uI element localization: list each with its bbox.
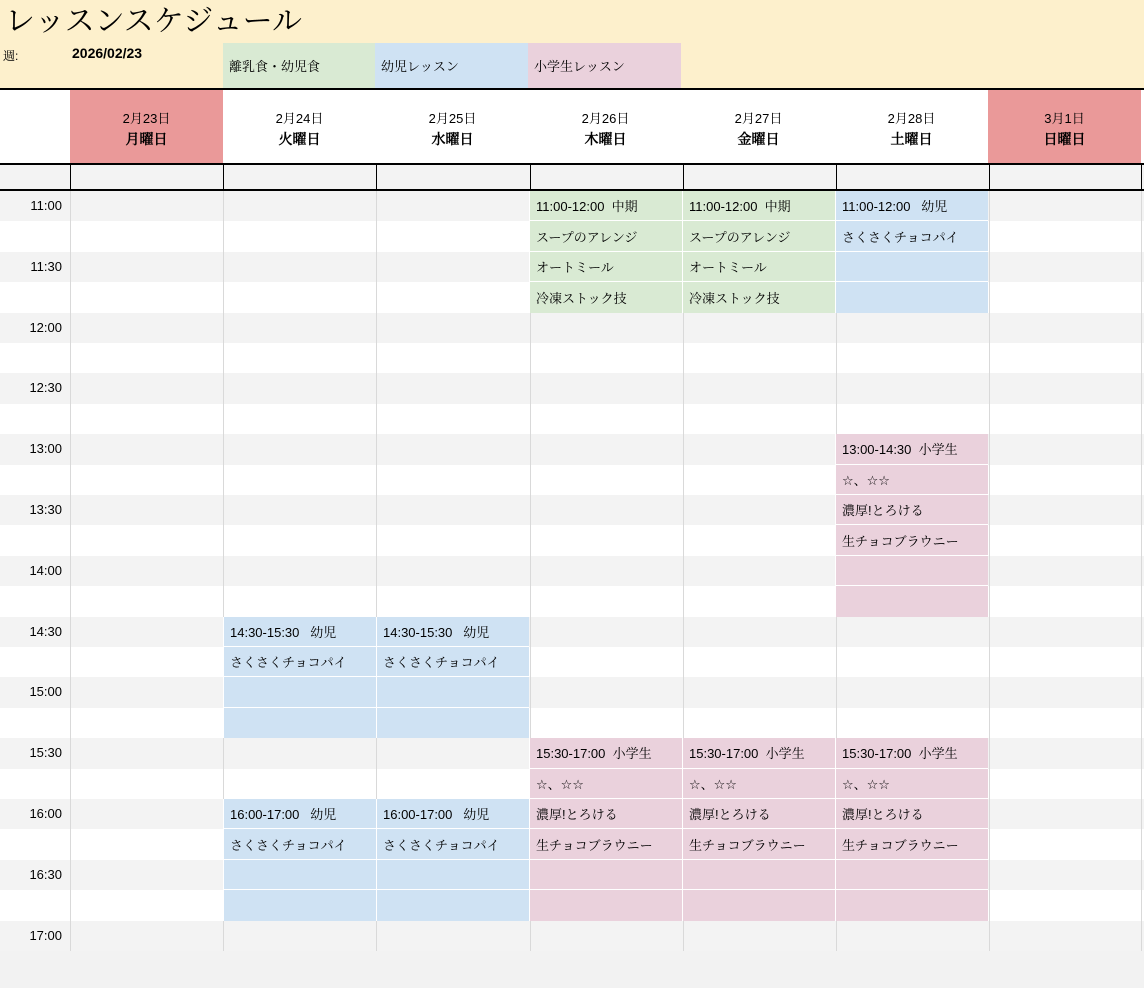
event-block-babyfood[interactable] bbox=[529, 191, 682, 313]
event-line: 15:30-17:00 小学生 bbox=[683, 738, 835, 768]
event-line bbox=[836, 860, 988, 890]
grid-row bbox=[0, 617, 1144, 647]
event-line: さくさくチョコパイ bbox=[224, 647, 376, 677]
event-line: さくさくチョコパイ bbox=[836, 221, 988, 251]
spacer-divider bbox=[1141, 165, 1142, 189]
event-line bbox=[836, 556, 988, 586]
event-block-elementary[interactable] bbox=[835, 738, 988, 920]
grid-vline bbox=[70, 191, 71, 951]
grid-row bbox=[0, 313, 1144, 343]
event-line: 13:00-14:30 小学生 bbox=[836, 434, 988, 464]
event-line: 14:30-15:30 幼児 bbox=[377, 617, 529, 647]
day-of-week: 木曜日 bbox=[584, 131, 627, 147]
day-of-week: 火曜日 bbox=[278, 131, 321, 147]
day-date: 2月26日 bbox=[581, 111, 630, 126]
grid-row bbox=[0, 708, 1144, 738]
day-of-week: 日曜日 bbox=[1043, 131, 1086, 147]
event-block-toddler[interactable] bbox=[223, 799, 376, 921]
event-line: 11:00-12:00 幼児 bbox=[836, 191, 988, 221]
event-line: スープのアレンジ bbox=[683, 221, 835, 251]
day-of-week: 月曜日 bbox=[125, 131, 168, 147]
event-line: 冷凍ストック技 bbox=[689, 290, 780, 306]
event-block-elementary[interactable] bbox=[835, 434, 988, 616]
event-line: 16:00-17:00 幼児 bbox=[224, 799, 376, 829]
event-line: 15:30-17:00 小学生 bbox=[836, 738, 988, 768]
below-grid-area bbox=[0, 951, 1144, 988]
event-line bbox=[530, 890, 682, 920]
grid-row bbox=[0, 343, 1144, 373]
event-line bbox=[377, 677, 529, 707]
event-line bbox=[377, 860, 529, 890]
schedule-grid bbox=[0, 191, 1144, 951]
day-date: 2月25日 bbox=[428, 111, 477, 126]
event-line bbox=[224, 860, 376, 890]
time-label: 13:00 bbox=[29, 441, 62, 457]
event-line bbox=[683, 860, 835, 890]
event-line: 冷凍ストック技 bbox=[536, 290, 627, 306]
grid-row bbox=[0, 647, 1144, 677]
time-label: 16:30 bbox=[29, 866, 62, 882]
time-label: 12:30 bbox=[29, 380, 62, 396]
day-header-6 bbox=[835, 90, 988, 163]
grid-row bbox=[0, 404, 1144, 434]
event-line: 生チョコブラウニー bbox=[683, 829, 835, 859]
grid-row bbox=[0, 373, 1144, 403]
event-block-babyfood[interactable] bbox=[682, 191, 835, 313]
time-label: 14:30 bbox=[29, 623, 62, 639]
event-line: 生チョコブラウニー bbox=[836, 525, 988, 555]
event-line: スープのアレンジ bbox=[530, 221, 682, 251]
event-line bbox=[836, 586, 988, 616]
legend-item-elementary: 小学生レッスン bbox=[528, 43, 681, 88]
event-line bbox=[377, 890, 529, 920]
event-line: ☆、☆☆ bbox=[683, 769, 835, 799]
event-line: 濃厚!とろける bbox=[836, 495, 988, 525]
time-label: 14:00 bbox=[29, 562, 62, 578]
day-of-week: 土曜日 bbox=[890, 131, 933, 147]
title-band bbox=[0, 0, 1144, 90]
event-line: ☆、☆☆ bbox=[836, 465, 988, 495]
event-block-toddler[interactable] bbox=[376, 617, 529, 739]
event-line: 濃厚!とろける bbox=[683, 799, 835, 829]
event-block-toddler[interactable] bbox=[223, 617, 376, 739]
grid-vline bbox=[989, 191, 990, 951]
spacer-divider bbox=[376, 165, 377, 189]
day-date: 2月23日 bbox=[122, 111, 171, 126]
event-line bbox=[377, 708, 529, 738]
event-line: 濃厚!とろける bbox=[836, 799, 988, 829]
spacer-row bbox=[0, 165, 1144, 191]
day-header-7 bbox=[988, 90, 1141, 163]
day-date: 2月24日 bbox=[275, 111, 324, 126]
day-header-3 bbox=[376, 90, 529, 163]
event-line bbox=[836, 282, 988, 312]
time-label: 16:00 bbox=[29, 806, 62, 821]
spacer-divider bbox=[70, 165, 71, 189]
event-block-elementary[interactable] bbox=[682, 738, 835, 920]
event-line: 11:00-12:00 中期 bbox=[683, 191, 835, 221]
day-header-2 bbox=[223, 90, 376, 163]
time-label: 13:30 bbox=[29, 502, 62, 517]
event-line: ☆、☆☆ bbox=[836, 769, 988, 799]
event-block-toddler[interactable] bbox=[376, 799, 529, 921]
time-label: 12:00 bbox=[29, 319, 62, 335]
event-line: 14:30-15:30 幼児 bbox=[224, 617, 376, 647]
day-date: 3月1日 bbox=[1044, 111, 1085, 126]
event-line: ☆、☆☆ bbox=[530, 769, 682, 799]
event-line bbox=[683, 890, 835, 920]
spacer-divider bbox=[989, 165, 990, 189]
event-line bbox=[530, 860, 682, 890]
grid-row bbox=[0, 677, 1144, 707]
spacer-divider bbox=[530, 165, 531, 189]
legend-item-babyfood: 離乳食・幼児食 bbox=[223, 43, 375, 88]
grid-vline bbox=[1141, 191, 1142, 951]
event-line: 11:00-12:00 中期 bbox=[530, 191, 682, 221]
day-header-row bbox=[0, 90, 1144, 165]
event-line: オートミール bbox=[530, 252, 682, 282]
event-line bbox=[224, 708, 376, 738]
day-date: 2月28日 bbox=[887, 111, 936, 126]
time-label: 15:00 bbox=[29, 684, 62, 700]
page-title: レッスンスケジュール bbox=[5, 5, 302, 38]
event-line bbox=[224, 890, 376, 920]
event-line: オートミール bbox=[683, 252, 835, 282]
event-block-toddler[interactable] bbox=[835, 191, 988, 313]
event-line: 濃厚!とろける bbox=[530, 799, 682, 829]
time-label: 11:00 bbox=[30, 198, 62, 213]
event-line: 16:00-17:00 幼児 bbox=[377, 799, 529, 829]
day-header-4 bbox=[529, 90, 682, 163]
event-line: 15:30-17:00 小学生 bbox=[530, 738, 682, 768]
time-label: 11:30 bbox=[30, 258, 62, 274]
day-header-1 bbox=[70, 90, 223, 163]
grid-row bbox=[0, 921, 1144, 951]
event-line bbox=[836, 890, 988, 920]
day-of-week: 金曜日 bbox=[737, 131, 780, 147]
spacer-divider bbox=[836, 165, 837, 189]
event-line: さくさくチョコパイ bbox=[377, 829, 529, 859]
event-line: さくさくチョコパイ bbox=[377, 647, 529, 677]
day-header-5 bbox=[682, 90, 835, 163]
event-block-elementary[interactable] bbox=[529, 738, 682, 920]
time-label: 17:00 bbox=[29, 927, 62, 943]
spacer-divider bbox=[223, 165, 224, 189]
day-date: 2月27日 bbox=[734, 111, 783, 126]
day-of-week: 水曜日 bbox=[431, 131, 474, 147]
event-line: 生チョコブラウニー bbox=[836, 829, 988, 859]
event-line bbox=[836, 252, 988, 282]
spacer-divider bbox=[683, 165, 684, 189]
legend-item-toddler: 幼児レッスン bbox=[375, 43, 528, 88]
time-label: 15:30 bbox=[29, 745, 62, 761]
week-label: 週: bbox=[3, 49, 19, 63]
week-date-value: 2026/02/23 bbox=[72, 45, 143, 61]
event-line: さくさくチョコパイ bbox=[224, 829, 376, 859]
event-line bbox=[224, 677, 376, 707]
event-line: 生チョコブラウニー bbox=[530, 829, 682, 859]
